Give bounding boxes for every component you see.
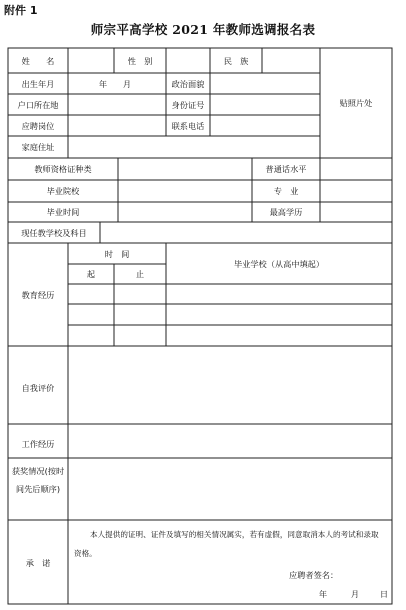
label-position: 应聘岗位 <box>21 120 55 131</box>
label-address: 家庭住址 <box>21 141 55 152</box>
label-work-history: 工作经历 <box>21 438 55 449</box>
label-signature: 应聘者签名： <box>289 570 339 580</box>
pledge-text: 本人提供的证明、证件及填写的相关情况属实，若有虚假，同意取消本人的考试和录取资格。 <box>74 530 379 558</box>
label-id-number: 身份证号 <box>171 99 205 110</box>
label-start: 起 <box>86 268 96 279</box>
photo-placeholder: 贴照片处 <box>339 97 373 108</box>
label-current-subject: 现任教学校及科目 <box>21 227 87 238</box>
label-edu-school: 毕业学校（从高中填起） <box>233 258 325 269</box>
label-grad-school: 毕业院校 <box>46 185 80 196</box>
label-birth: 出生年月 <box>21 78 55 89</box>
attachment-label: 附件 1 <box>4 4 38 17</box>
label-date-year: 年 <box>318 588 328 599</box>
label-time: 时 间 <box>104 248 130 259</box>
label-grad-time: 毕业时间 <box>46 206 80 217</box>
label-birth-year: 年 <box>98 78 108 89</box>
label-date-day: 日 <box>379 588 389 599</box>
form-title: 师宗平高学校 2021 年教师选调报名表 <box>90 22 316 37</box>
label-major: 专 业 <box>273 185 299 196</box>
label-awards: 获奖情况(按时间先后顺序) <box>11 466 65 494</box>
label-hukou: 户口所在地 <box>17 99 59 110</box>
label-name: 姓 名 <box>21 55 55 66</box>
label-date-month: 月 <box>350 588 360 599</box>
label-pledge: 承 诺 <box>25 557 51 568</box>
label-political: 政治面貌 <box>171 78 205 89</box>
label-self-eval: 自我评价 <box>21 382 55 393</box>
label-phone: 联系电话 <box>171 120 205 131</box>
label-highest-edu: 最高学历 <box>269 206 303 217</box>
label-end: 止 <box>135 268 145 279</box>
label-cert-type: 教师资格证种类 <box>34 163 92 174</box>
label-birth-month: 月 <box>122 78 132 89</box>
label-ethnicity: 民 族 <box>223 55 249 66</box>
label-gender: 性 别 <box>127 55 153 66</box>
label-edu-history: 教育经历 <box>21 289 55 300</box>
label-mandarin: 普通话水平 <box>265 163 307 174</box>
